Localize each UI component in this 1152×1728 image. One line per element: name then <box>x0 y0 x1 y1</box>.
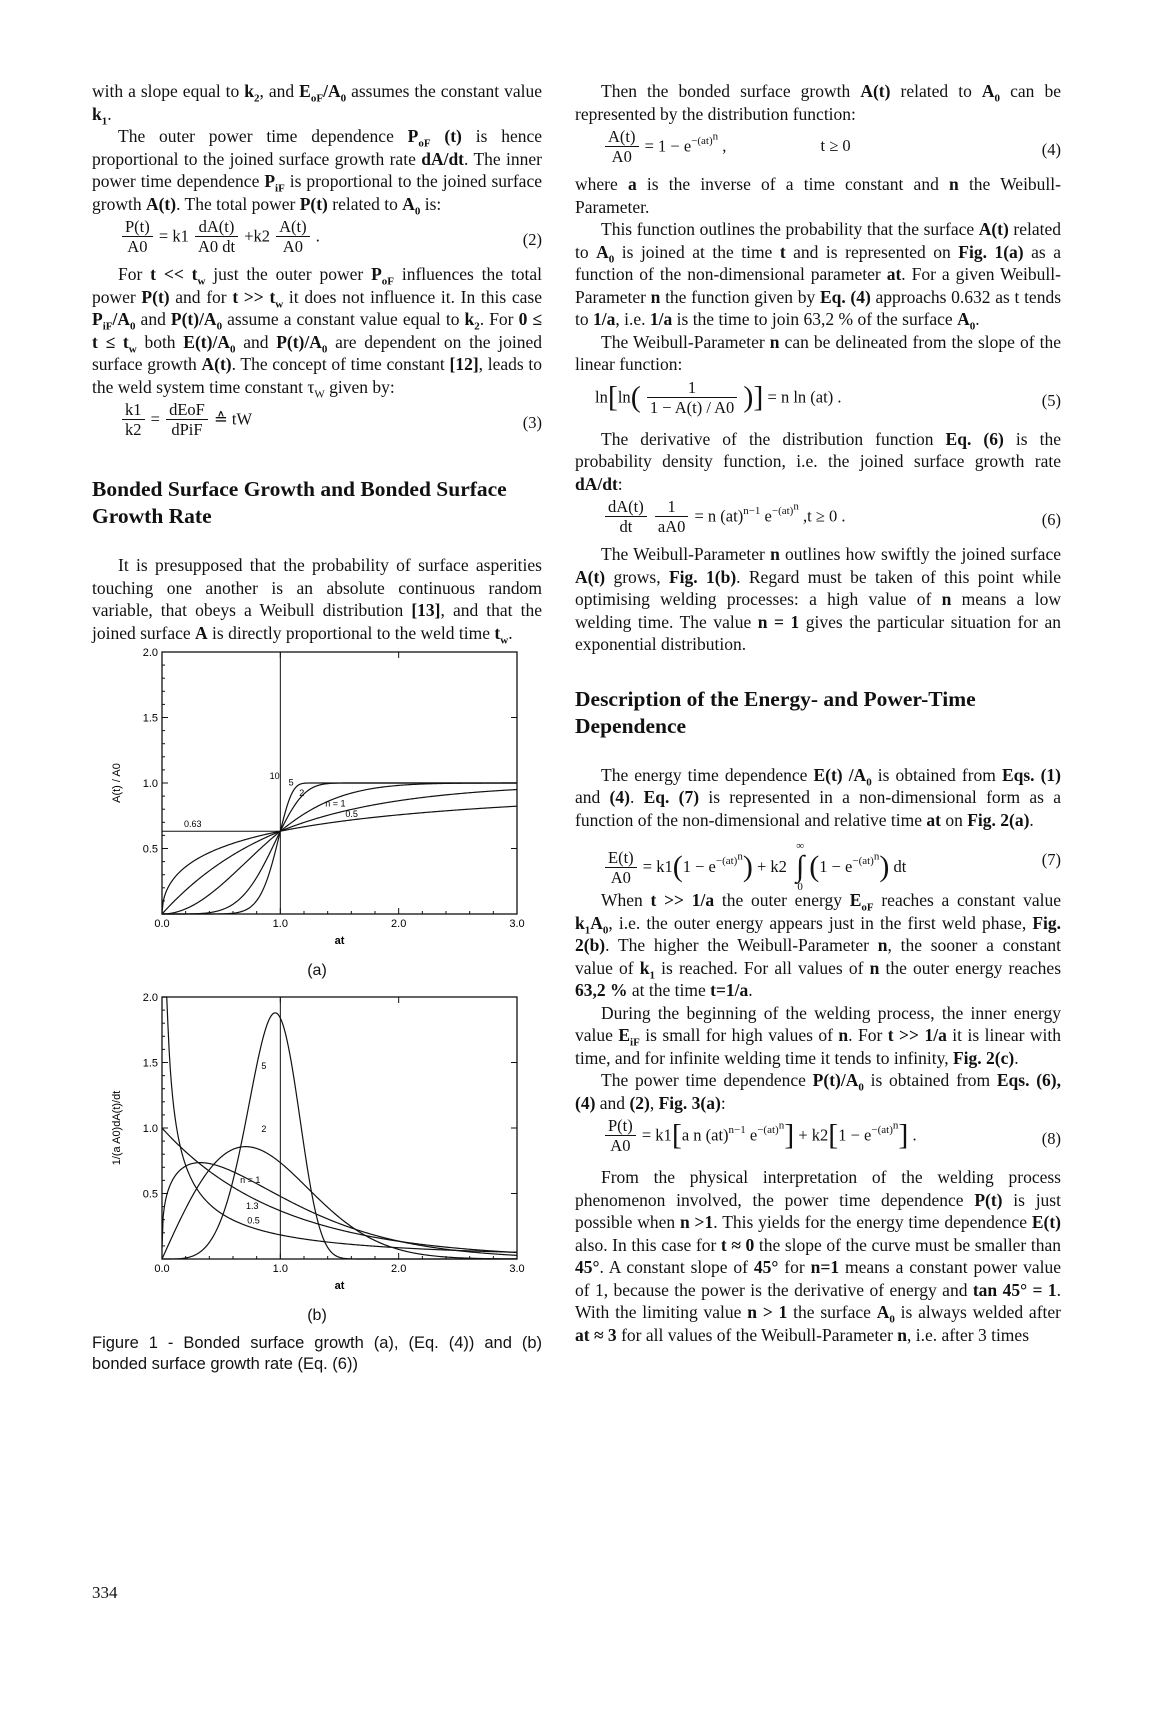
right-paragraph-7: The energy time dependence E(t) $/A_0$ is obtained from Eqs. (1) and (4). Eq. (7) is represented in a non-dimensional form as a function of the non-dimensional and relative time at on Fig. 2(a). <box>575 764 1062 830</box>
series-label: 5 <box>288 777 294 788</box>
equation-8: $\frac{P(t)}{A0}$ = k1[a n (at)$^{n-1}$ $e^{-(at)^n}] + k2[1 - e^{-(at)^n}]$ . (8) <box>575 1114 1061 1166</box>
series-label: n = 1 <box>240 1174 261 1185</box>
page-number: 334 <box>92 1583 118 1602</box>
figure-1a-label: (a) <box>307 962 327 979</box>
left-paragraph-1: with a slope equal to $k_2$, and $E_{oF}/A_0$ assumes the constant value $k_1$. <box>92 81 542 127</box>
x-tick-label: 1.0 <box>272 1262 288 1275</box>
left-paragraph-2: The outer power time dependence $P_{oF}$ (t) is hence proportional to the joined surface growth rate dA/dt. The inner power time dependence $P_{iF}$ is proportional to the joined surface growth A(t). The total power P(t) related to $A_0$ is: <box>92 126 542 217</box>
right-paragraph-8: When t >> 1/a the outer energy $E_{oF}$ reaches a constant value $k_1A_0$, i.e. the outer energy appears just in the first weld phase, Fig. 2(b). The higher the Weibull-Parameter n, the sooner a constant value of $k_1$ is reached. For all values of n the outer energy reaches 63,2 % at the time t=1/a. <box>575 890 1062 1000</box>
right-paragraph-1: Then the bonded surface growth A(t) related to $A_0$ can be represented by the distribution function: <box>575 81 1061 124</box>
equation-5: ln[ln( $\frac{1}{1 - A(t) / A0}$ )] = n ln (at) . (5) <box>595 377 1061 417</box>
left-paragraph-4: It is presupposed that the probability of surface asperities touching one another is an absolute continuous random variable, that obeys a Weibull distribution [13], and that the joined surface A is directly proportional to the weld time $t_w$. <box>92 555 542 646</box>
y-tick-label: 1.5 <box>142 1057 158 1069</box>
y-tick-label: 1.5 <box>142 712 158 725</box>
equation-number: (3) <box>522 413 542 432</box>
x-tick-label: 2.0 <box>391 918 407 930</box>
right-paragraph-4: The Weibull-Parameter n can be delineated from the slope of the linear function: <box>575 331 1061 374</box>
y-tick-label: 0.5 <box>142 843 158 856</box>
equation-number: (8) <box>1041 1129 1061 1148</box>
figure-1b-plot <box>92 989 532 1301</box>
section-heading: Bonded Surface Growth and Bonded Surface Growth Rate <box>92 477 507 528</box>
series-label: 0.5 <box>247 1215 260 1226</box>
left-paragraph-3: For $t << t_w$ just the outer power $P_{oF}$ influences the total power P(t) and for $t >> t_w$ it does not influence it. In this case $P_{iF}/A_0$ and $P(t)/A_0$ assume a constant value equal to $k_2$. For $0 \le t \le t_w$ both $E(t)/A_0$ and $P(t)/A_0$ are dependent on the joined surface growth A(t). The concept of time constant [12], leads to the weld system time constant $\tau_W$ given by: <box>92 264 543 400</box>
x-tick-label: 3.0 <box>509 1262 525 1275</box>
equation-number: (7) <box>1041 850 1061 869</box>
series-label: 10 <box>269 771 280 782</box>
plot-frame <box>162 997 517 1259</box>
right-paragraph-11: From the physical interpretation of the welding process phenomenon involved, the power time dependence P(t) is just possible when n >1. This yields for the energy time dependence E(t) also. In this case for t ≈ 0 the slope of the curve must be smaller than 45°. A constant slope of 45° for n=1 means a constant power value of 1, because the power is the derivative of energy and tan 45° = 1. With the limiting value n > 1 the surface $A_0$ is always welded after at ≈ 3 for all values of the Weibull-Parameter n, i.e. after 3 times <box>575 1167 1061 1345</box>
x-axis-label: at <box>334 1279 345 1292</box>
figure-caption: Figure 1 - Bonded surface growth (a), (Eq. (4)) and (b) bonded surface growth rate (Eq. (6)) <box>92 1334 542 1373</box>
series-curve-1 <box>162 1146 517 1258</box>
y-tick-label: 2.0 <box>142 647 158 659</box>
series-label: 0.5 <box>345 809 358 820</box>
x-tick-label: 0.0 <box>154 918 170 930</box>
series-label: 2 <box>261 1123 267 1134</box>
x-tick-label: 0.0 <box>154 1262 170 1275</box>
x-tick-label: 1.0 <box>272 918 288 930</box>
series-label: 1.3 <box>246 1200 259 1211</box>
y-tick-label: 1.0 <box>142 1122 158 1135</box>
series-label: 5 <box>261 1060 267 1071</box>
equation-number: (6) <box>1041 510 1061 529</box>
right-paragraph-9: During the beginning of the welding process, the inner energy value $E_{iF}$ is small for high values of n. For t >> 1/a it is linear with time, and for infinite welding time it tends to infinity, Fig. 2(c). <box>575 1002 1062 1068</box>
series-curve-4 <box>162 806 517 913</box>
left-column <box>92 80 542 1375</box>
figure-1b-label: (b) <box>307 1306 327 1324</box>
y-tick-label: 0.5 <box>142 1188 158 1200</box>
right-column <box>575 80 1061 1346</box>
right-paragraph-2: where a is the inverse of a time constant and n the Weibull-Parameter. <box>575 174 1061 217</box>
series-curve-4 <box>162 997 517 1252</box>
y-axis-label: 1/(a A0)dA(t)/dt <box>111 1090 123 1165</box>
equation-3: $\frac{k1}{k2}$ = $\frac{\text{dEoF}}{\text{dPiF}}$ ≙ tW (3) <box>92 398 542 446</box>
y-tick-label: 1.0 <box>142 778 158 790</box>
figure-1a-plot <box>92 644 532 956</box>
equation-2: $\frac{P(t)}{A0}$ = k1 $\frac{dA(t)}{A0 dt}$ +k2 $\frac{A(t)}{A0}$ . (2) <box>92 215 542 263</box>
x-axis-label: at <box>334 935 345 947</box>
right-paragraph-5: The derivative of the distribution function Eq. (6) is the probability density function, i.e. the joined surface growth rate dA/dt: <box>575 428 1061 494</box>
annotation-label: 0.63 <box>184 819 202 830</box>
series-label: n = 1 <box>325 798 346 809</box>
y-tick-label: 2.0 <box>142 991 158 1004</box>
equation-6: $\frac{dA(t)}{dt}$ $\frac{1}{aA0}$ = n (at)$^{n-1}$ $e^{-(at)^n}$ ,t ≥ 0 . (6) <box>575 495 1061 543</box>
equation-number: (2) <box>522 230 542 249</box>
equation-number: (4) <box>1041 140 1061 159</box>
equation-7: $\frac{E(t)}{A0}$ = $k1(1 - e^{-(at)^n}) + k2$ ∞ ∫ 0 $(1 - e^{-(at)^n})$ dt (7) <box>575 831 1061 889</box>
series-label: 2 <box>299 788 305 799</box>
right-paragraph-10: The power time dependence $P(t)/A_0$ is obtained from Eqs. (6), (4) and (2), Fig. 3(a): <box>575 1070 1061 1113</box>
x-tick-label: 2.0 <box>391 1262 407 1275</box>
y-axis-label: A(t) / A0 <box>111 763 123 803</box>
series-curve-0 <box>162 1012 517 1258</box>
section-heading-2: Description of the Energy- and Power-Time Dependence <box>575 686 976 738</box>
equation-number: (5) <box>1041 390 1061 410</box>
equation-4: $\frac{A(t)}{A0}$ = $1 - e^{-(at)^n}$ , t ≥ 0 (4) <box>575 125 1061 173</box>
right-paragraph-6: The Weibull-Parameter n outlines how swiftly the joined surface A(t) grows, Fig. 1(b). Regard must be taken of this point while optimising welding processes: a high value of n means a low welding time. The value n = 1 gives the particular situation for an exponential distribution. <box>575 544 1062 654</box>
right-paragraph-3: This function outlines the probability that the surface A(t) related to $A_0$ is joined at the time t and is represented on Fig. 1(a) as a function of the non-dimensional parameter at. For a given Weibull-Parameter n the function given by Eq. (4) approachs 0.632 as t tends to 1/a, i.e. 1/a is the time to join 63,2 % of the surface $A_0$. <box>575 219 1062 333</box>
x-tick-label: 3.0 <box>509 918 525 930</box>
